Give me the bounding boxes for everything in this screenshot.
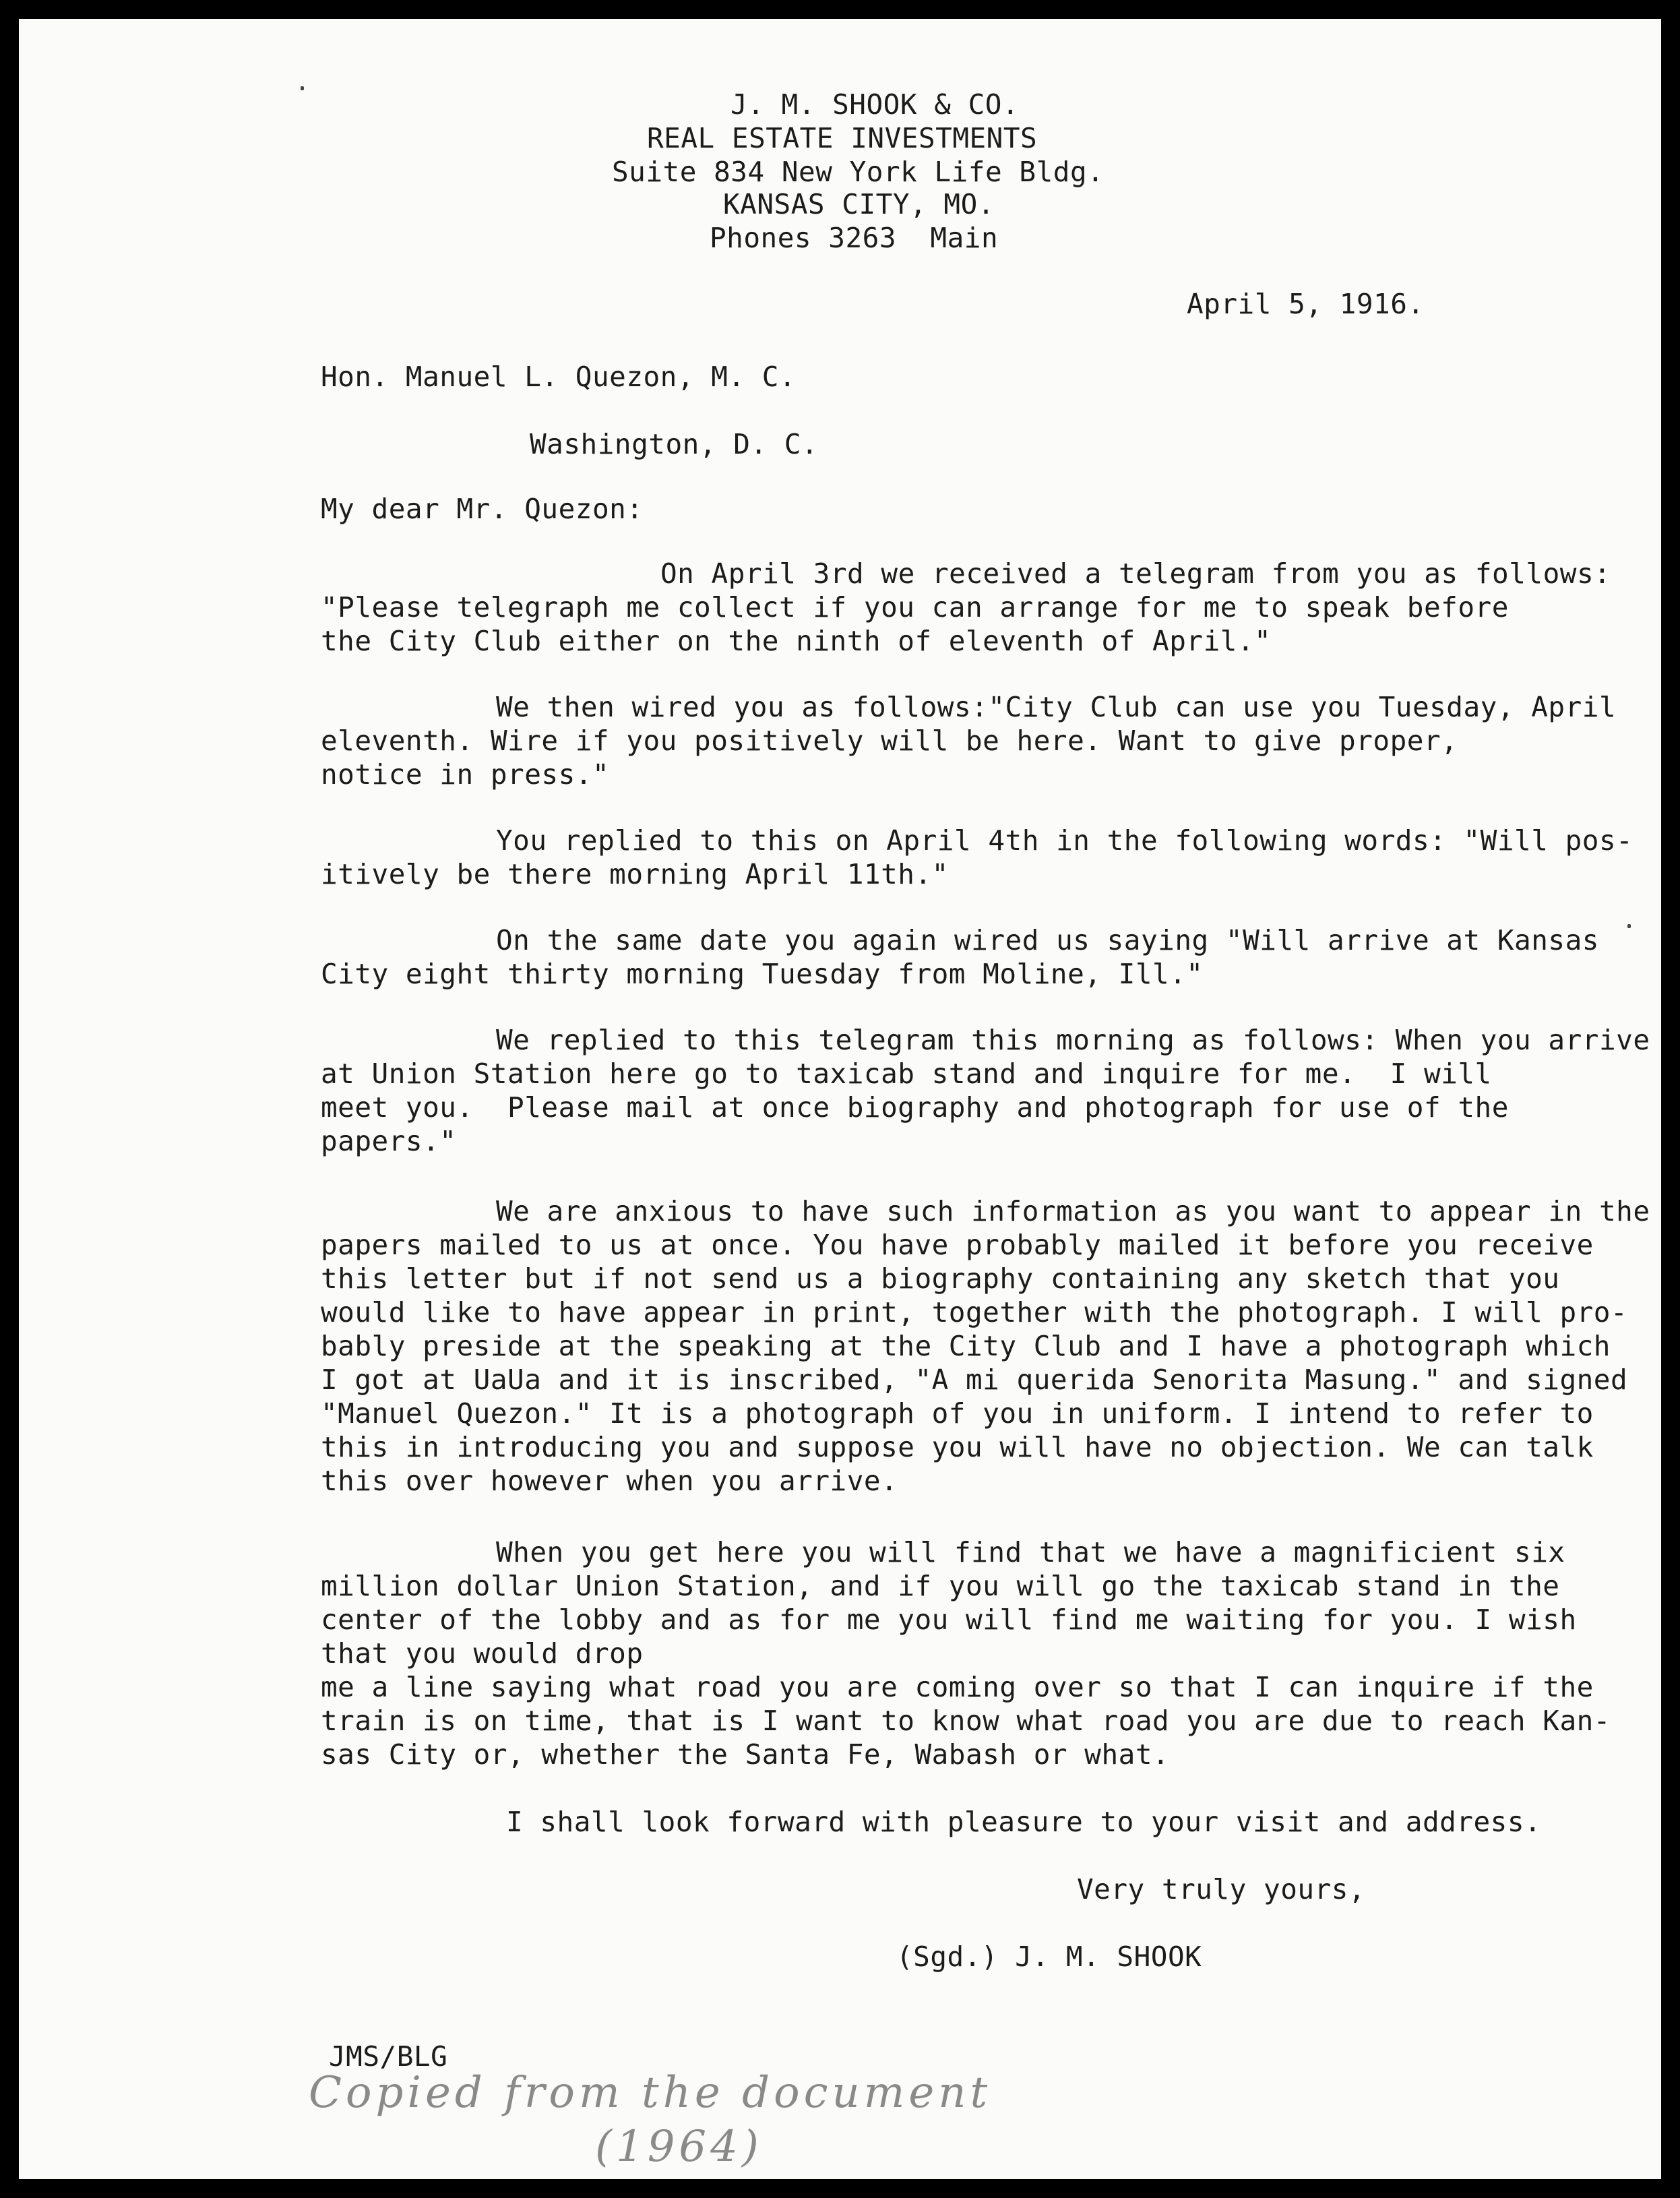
body-line: sas City or, whether the Santa Fe, Wabash or what. xyxy=(321,1738,1170,1771)
body-line: eleventh. Wire if you positively will be here. Want to give proper, xyxy=(321,725,1458,757)
recipient-location: Washington, D. C. xyxy=(530,428,819,460)
body-line: We replied to this telegram this morning as follows: When you arrive xyxy=(496,1024,1650,1056)
body-line: million dollar Union Station, and if you will go the taxicab stand in the xyxy=(321,1570,1560,1602)
letterhead-business: REAL ESTATE INVESTMENTS xyxy=(647,122,1038,154)
body-line: this letter but if not send us a biography containing any sketch that you xyxy=(321,1262,1560,1295)
body-line: notice in press." xyxy=(321,758,610,791)
body-line: On the same date you again wired us saying "Will arrive at Kansas xyxy=(496,924,1599,956)
body-line: We then wired you as follows:"City Club can use you Tuesday, April xyxy=(496,691,1617,723)
body-line: I shall look forward with pleasure to your visit and address. xyxy=(506,1806,1542,1838)
letterhead-company: J. M. SHOOK & CO. xyxy=(730,88,1020,121)
handwritten-year: (1964) xyxy=(595,2122,763,2172)
recipient-name: Hon. Manuel L. Quezon, M. C. xyxy=(321,361,797,393)
body-line: I got at UaUa and it is inscribed, "A mi querida Senorita Masung." and signed xyxy=(321,1364,1628,1396)
document-page xyxy=(19,19,1661,2179)
body-line: itively be there morning April 11th." xyxy=(321,858,949,890)
body-line: at Union Station here go to taxicab stand and inquire for me. I will xyxy=(321,1058,1492,1090)
body-line: meet you. Please mail at once biography and photograph for use of the xyxy=(321,1091,1509,1124)
body-line: City eight thirty morning Tuesday from Moline, Ill." xyxy=(321,958,1204,990)
body-line: me a line saying what road you are coming over so that I can inquire if the xyxy=(321,1671,1594,1703)
closing: Very truly yours, xyxy=(1077,1873,1366,1905)
body-line: On April 3rd we received a telegram from you as follows: xyxy=(660,557,1611,590)
letter xyxy=(19,19,1661,2179)
body-line: papers mailed to us at once. You have probably mailed it before you receive xyxy=(321,1229,1594,1261)
signature: (Sgd.) J. M. SHOOK xyxy=(896,1941,1202,1973)
paper-speck xyxy=(301,86,304,90)
body-line: that you would drop xyxy=(321,1637,644,1670)
body-line: "Please telegraph me collect if you can arrange for me to speak before xyxy=(321,591,1509,623)
body-line: "Manuel Quezon." It is a photograph of you in uniform. I intend to refer to xyxy=(321,1397,1594,1430)
body-line: the City Club either on the ninth of eleventh of April." xyxy=(321,625,1272,657)
body-line: this over however when you arrive. xyxy=(321,1465,898,1497)
body-line: bably preside at the speaking at the City Club and I have a photograph which xyxy=(321,1330,1611,1362)
letterhead-address: Suite 834 New York Life Bldg. xyxy=(612,156,1105,188)
typist-initials: JMS/BLG xyxy=(329,2040,448,2073)
body-line: this in introducing you and suppose you will have no objection. We can talk xyxy=(321,1431,1594,1463)
letter-date: April 5, 1916. xyxy=(1187,288,1425,320)
body-line: center of the lobby and as for me you will find me waiting for you. I wish xyxy=(321,1604,1577,1636)
body-line: train is on time, that is I want to know what road you are due to reach Kan- xyxy=(321,1705,1611,1737)
body-line: We are anxious to have such information as you want to appear in the xyxy=(496,1195,1650,1227)
paper-speck xyxy=(1627,924,1631,928)
body-line: You replied to this on April 4th in the following words: "Will pos- xyxy=(496,824,1634,857)
body-line: papers." xyxy=(321,1125,457,1157)
body-line: would like to have appear in print, together with the photograph. I will pro- xyxy=(321,1296,1628,1329)
letterhead-phones: Phones 3263 Main xyxy=(710,222,999,254)
salutation: My dear Mr. Quezon: xyxy=(321,493,644,525)
letterhead-city: KANSAS CITY, MO. xyxy=(723,188,995,220)
handwritten-note: Copied from the document xyxy=(309,2068,992,2118)
body-line: When you get here you will find that we have a magnificient six xyxy=(496,1536,1565,1568)
